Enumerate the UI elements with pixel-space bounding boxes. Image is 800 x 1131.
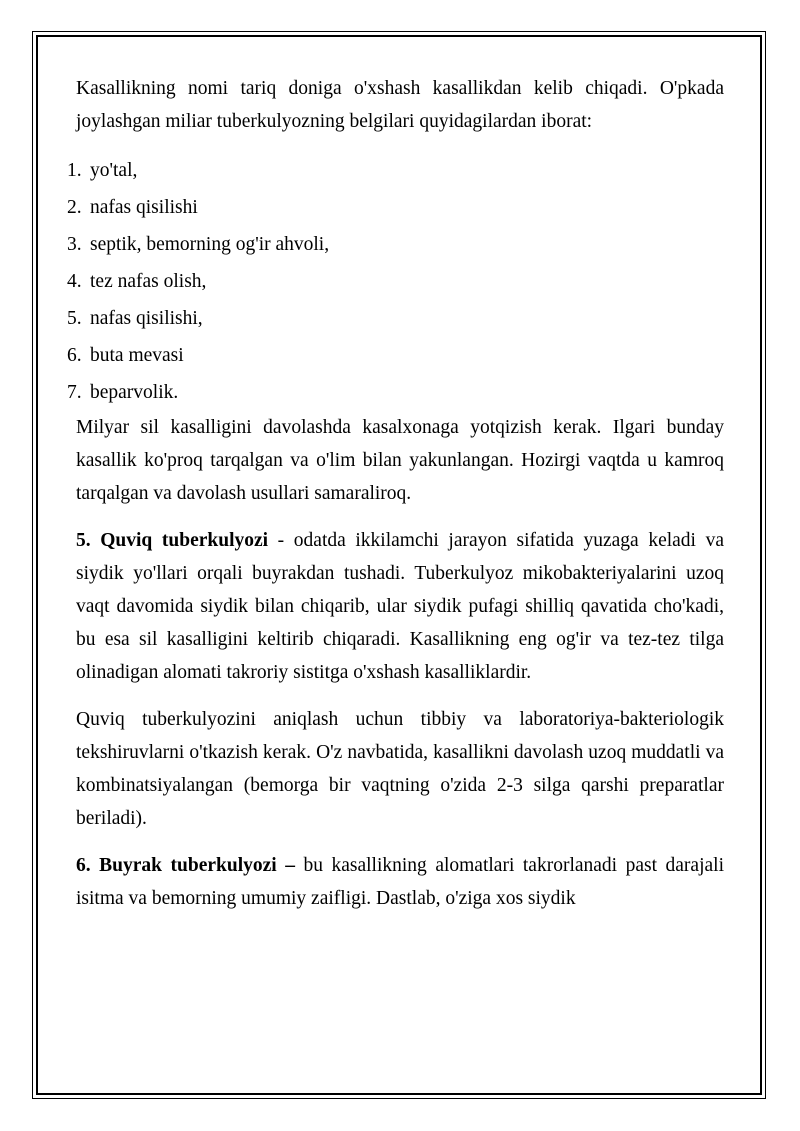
list-item-number: 2.: [67, 197, 82, 218]
list-item: [67, 337, 724, 374]
list-item: [67, 226, 724, 263]
section-6-text: bu kasallikning alomatlari takrorlanadi past darajali isitma va bemorning umumiy zaifligi. Dastlab, o'ziga xos siydik: [76, 855, 724, 909]
list-item: [67, 152, 724, 189]
list-item-number: 1.: [67, 160, 82, 181]
list-item-text: yo'tal,: [90, 160, 138, 181]
list-item-text: septik, bemorning og'ir ahvoli,: [90, 234, 330, 255]
section-5-paragraph: [76, 524, 724, 689]
section-5-text: - odatda ikkilamchi jarayon sifatida yuzaga keladi va siydik yo'llari orqali buyrakdan tushadi. Tuberkulyoz mikobakteriyalarini uzoq vaqt davomida siydik bilan chiqarib, ular siydik pufagi shilliq qavatida cho'kadi, bu esa sil kasalligini keltirib chiqaradi. Kasallikning eng og'ir va tez-tez tilga olinadigan alomati takroriy sistitga o'xshash kasalliklardir.: [76, 530, 724, 683]
list-item: [67, 300, 724, 337]
symptom-list: [67, 152, 724, 411]
list-item-number: 4.: [67, 271, 82, 292]
list-item-number: 6.: [67, 345, 82, 366]
list-item-text: beparvolik.: [90, 382, 179, 403]
list-item-number: 7.: [67, 382, 82, 403]
list-item: [67, 263, 724, 300]
list-item-text: nafas qisilishi,: [90, 308, 203, 329]
section-6-paragraph: [76, 849, 724, 915]
list-item: [67, 189, 724, 226]
list-item-text: tez nafas olish,: [90, 271, 207, 292]
section-5-heading: 5. Quviq tuberkulyozi: [76, 530, 269, 551]
page-content: [67, 72, 724, 915]
intro-paragraph: Kasallikning nomi tariq doniga o'xshash kasallikdan kelib chiqadi. O'pkada joylashgan miliar tuberkulyozning belgilari quyidagilardan iborat:: [76, 78, 724, 132]
section-6-heading: 6. Buyrak tuberkulyozi –: [76, 855, 295, 876]
list-item-text: nafas qisilishi: [90, 197, 198, 218]
list-item: [67, 374, 724, 411]
list-item-text: buta mevasi: [90, 345, 184, 366]
treatment-paragraph: Milyar sil kasalligini davolashda kasalxonaga yotqizish kerak. Ilgari bunday kasallik ko'proq tarqalgan va o'lim bilan yakunlangan. Hozirgi vaqtda u kamroq tarqalgan va davolash usullari samaraliroq.: [76, 417, 724, 504]
list-item-number: 5.: [67, 308, 82, 329]
list-item-number: 3.: [67, 234, 82, 255]
section-5-diagnosis-paragraph: Quviq tuberkulyozini aniqlash uchun tibbiy va laboratoriya-bakteriologik tekshiruvlarni o'tkazish kerak. O'z navbatida, kasallikni davolash uzoq muddatli va kombinatsiyalangan (bemorga bir vaqtning o'zida 2-3 silga qarshi preparatlar beriladi).: [76, 709, 724, 829]
